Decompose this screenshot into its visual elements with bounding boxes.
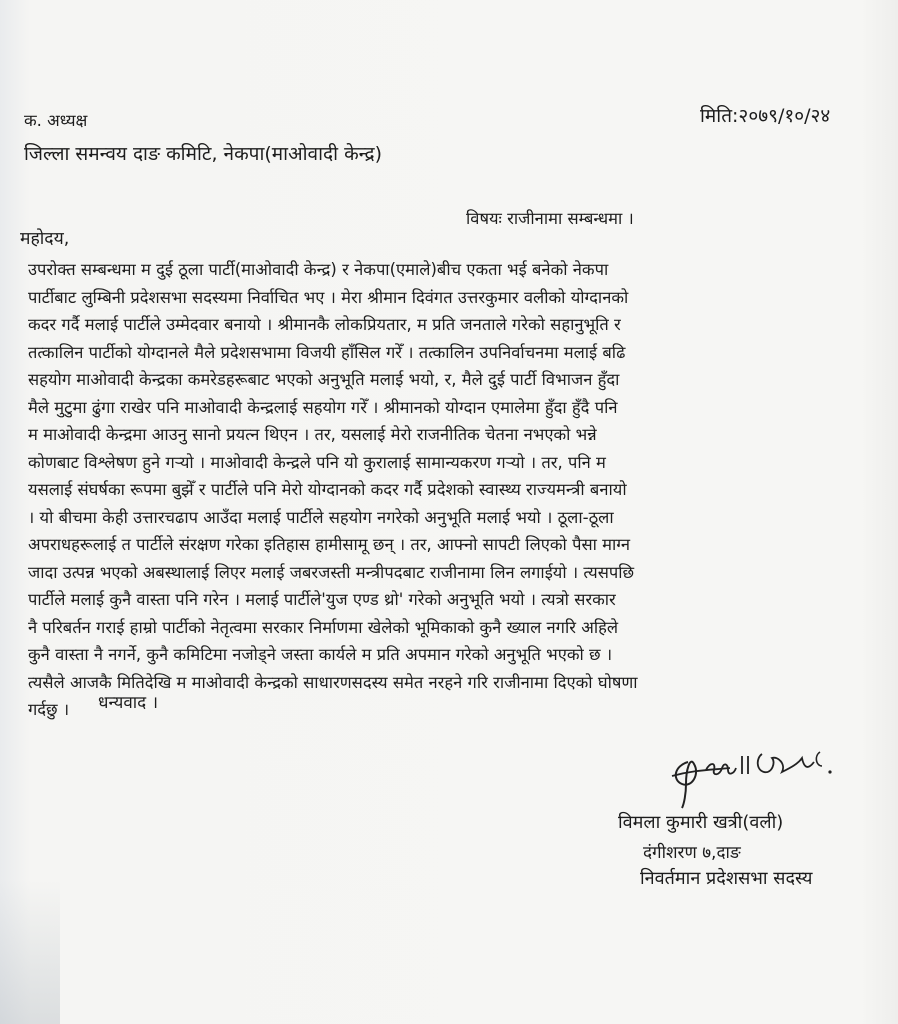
- body-line: त्यसैले आजकै मितिदेखि म माओवादी केन्द्रको साधारणसदस्य समेत नरहने गरि राजीनामा दिएको घोषणा: [28, 672, 638, 692]
- body-line: मैले मुटुमा ढुंगा राखेर पनि माओवादी केन्द्रलाई सहयोग गरेँ । श्रीमानको योग्दान एमालेमा हुँदा हुँदै पनि: [28, 397, 618, 417]
- signer-name: विमला कुमारी खत्री(वली): [618, 812, 784, 833]
- body-line: सहयोग माओवादी केन्द्रका कमरेडहरूबाट भएको अनुभूति मलाई भयो, र, मैले दुई पार्टी विभाजन हुँदा: [28, 370, 620, 389]
- committee-name: जिल्ला समन्वय दाङ कमिटि, नेकपा(माओवादी केन्द्र): [24, 143, 383, 165]
- closing-thanks: धन्यवाद ।: [98, 693, 159, 713]
- body-line: पार्टीले मलाई कुनै वास्ता पनि गरेन । मलाई पार्टीले'युज एण्ड थ्रो' गरेको अनुभूति भयो । त्यत्रो सरकार: [28, 590, 616, 609]
- letter-body: [28, 256, 868, 724]
- handwritten-signature: [664, 740, 854, 810]
- body-line: उपरोक्त सम्बन्धमा म दुई ठूला पार्टी(माओवादी केन्द्र) र नेकपा(एमाले)बीच एकता भई बनेको नेकपा: [28, 260, 609, 279]
- scan-shadow: [0, 880, 60, 1024]
- body-line: कुनै वास्ता नै नगर्ने, कुनै कमिटिमा नजोड्ने जस्ता कार्यले म प्रति अपमान गरेको अनुभूति भएको छ ।: [28, 645, 613, 664]
- letter-date: मिति:२०७९/१०/२४: [700, 105, 831, 127]
- body-line: कोणबाट विश्लेषण हुने गऱ्यो । माओवादी केन्द्रले पनि यो कुरालाई सामान्यकरण गऱ्यो । तर, पनि म: [28, 452, 606, 472]
- body-line: म माओवादी केन्द्रमा आउनु सानो प्रयत्न थिएन । तर, यसलाई मेरो राजनीतिक चेतना नभएको भन्ने: [28, 425, 597, 444]
- body-line: यसलाई संघर्षका रूपमा बुझेँ र पार्टीले पनि मेरो योग्दानको कदर गर्दै प्रदेशको स्वास्थ्य राज्यमन्त्री बनायो: [28, 480, 627, 499]
- body-line: कदर गर्दै मलाई पार्टीले उम्मेदवार बनायो । श्रीमानकै लोकप्रियतार, म प्रति जनताले गरेको सहानुभूति र: [28, 315, 621, 334]
- body-line: अपराधहरूलाई त पार्टीले संरक्षण गरेका इतिहास हामीसामू छन् । तर, आफ्नो सापटी लिएको पैसा माग्न: [28, 535, 631, 554]
- signer-designation: निवर्तमान प्रदेशसभा सदस्य: [640, 868, 813, 889]
- body-line: जादा उत्पन्न भएको अबस्थालाई लिएर मलाई जबरजस्ती मन्त्रीपदबाट राजीनामा लिन लगाईयो । त्यसपछि: [28, 562, 635, 582]
- body-line: । यो बीचमा केही उत्तारचढाप आउँदा मलाई पार्टीले सहयोग नगरेको अनुभूति मलाई भयो । ठूला-ठूला: [28, 507, 614, 527]
- salutation: महोदय,: [20, 229, 70, 249]
- body-line: तत्कालिन पार्टीको योग्दानले मैले प्रदेशसभामा विजयी हाँसिल गरेँ । तत्कालिन उपनिर्वाचनमा मलाई बढि: [28, 342, 626, 362]
- signer-address: दंगीशरण ७,दाङ: [643, 843, 741, 863]
- body-line: नै परिबर्तन गराई हाम्रो पार्टीको नेतृत्वमा सरकार निर्माणमा खेलेको भूमिकाको कुनै ख्याल नगरि अहिले: [28, 617, 619, 637]
- body-line: पार्टीबाट लुम्बिनी प्रदेशसभा सदस्यमा निर्वाचित भए । मेरा श्रीमान दिवंगत उत्तरकुमार वलीको योग्दानको: [28, 287, 629, 307]
- addressee: क. अध्यक्ष: [24, 111, 88, 130]
- body-line: गर्दछु ।: [28, 700, 70, 719]
- subject-line: विषयः राजीनामा सम्बन्धमा ।: [466, 209, 634, 228]
